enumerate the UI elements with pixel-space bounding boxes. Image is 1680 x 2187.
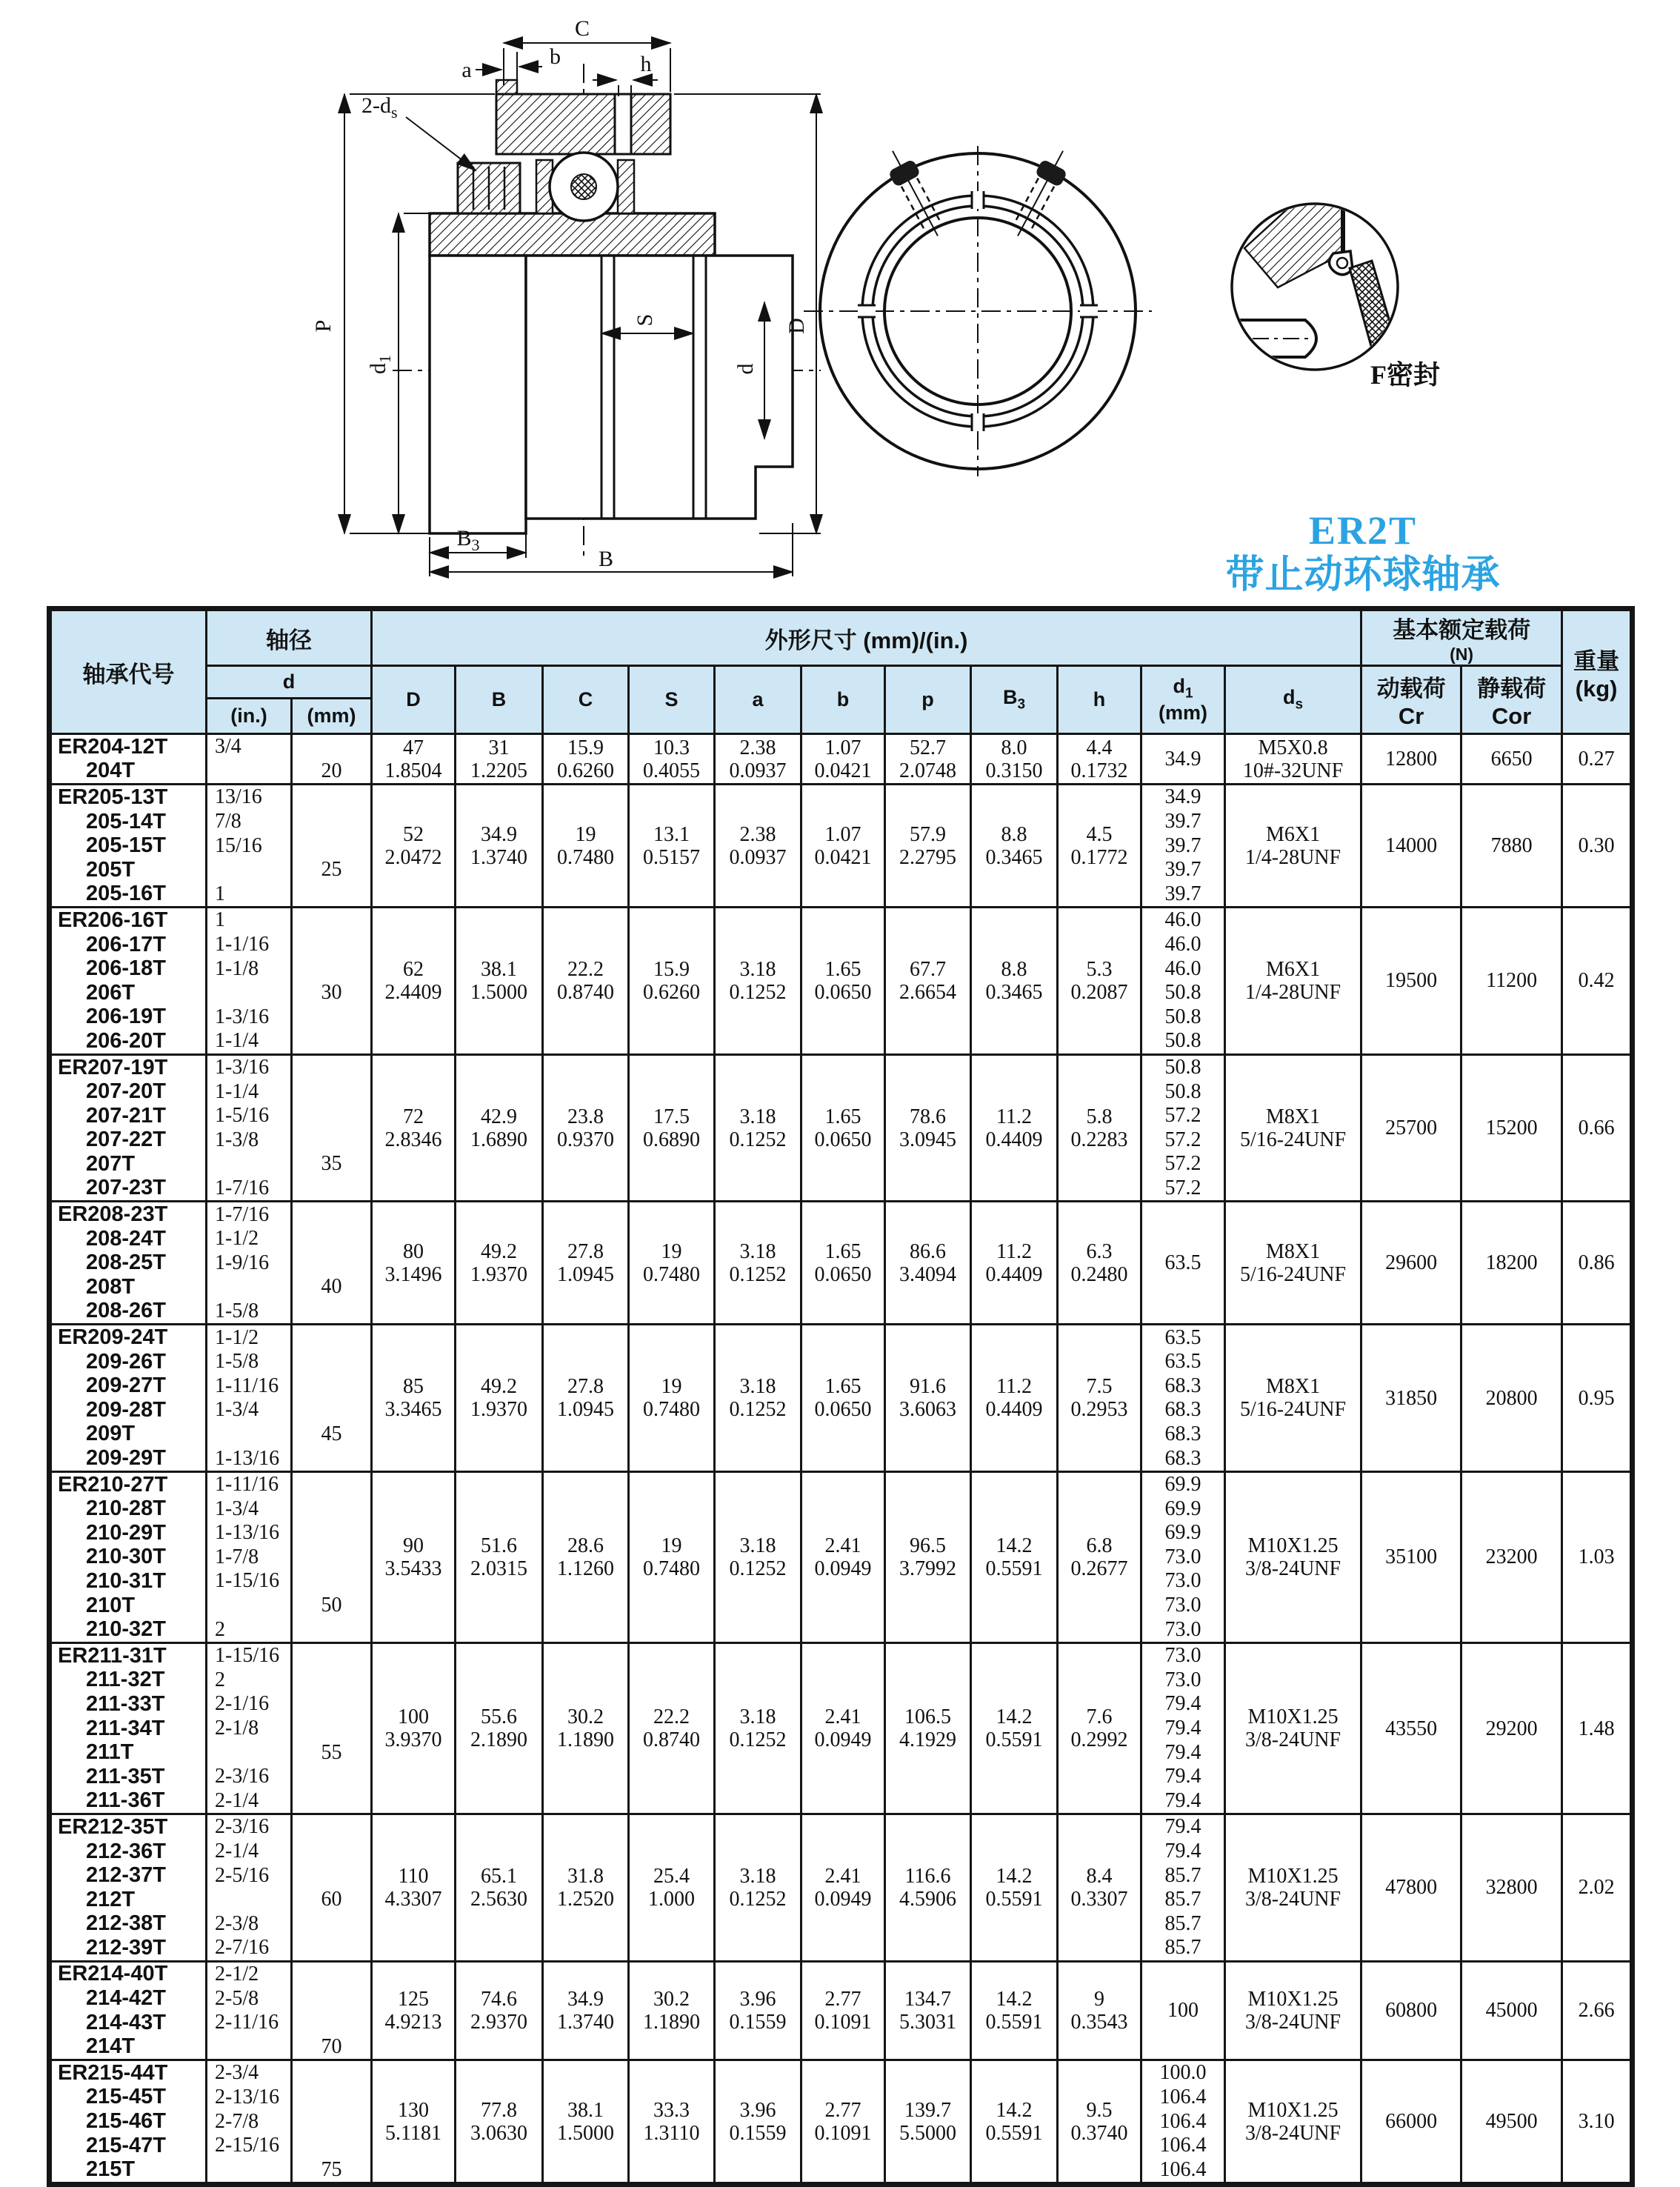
cell-dim-p: 52.7 2.0748	[885, 734, 971, 785]
cell-dim-a: 3.18 0.1252	[715, 1325, 801, 1472]
cell-dim-b: 2.77 0.1091	[801, 2060, 885, 2185]
table-row	[50, 1642, 1633, 1814]
col-header-weight: 重量 (kg)	[1562, 609, 1633, 734]
cell-shaft-in: 1 1-1/16 1-1/8 1-3/16 1-1/4	[207, 908, 292, 1055]
cell-dim-C: 38.1 1.5000	[543, 2060, 629, 2185]
series-code: ER2T	[1308, 508, 1418, 553]
cell-dim-S: 19 0.7480	[629, 1202, 715, 1325]
cell-dim-C: 23.8 0.9370	[543, 1054, 629, 1202]
cell-weight: 0.27	[1562, 734, 1633, 785]
cell-d1: 34.9	[1141, 734, 1225, 785]
cell-bearing-codes: ER210-27T 210-28T 210-29T 210-30T 210-31T 210T 210-32T	[50, 1471, 207, 1642]
cell-dim-a: 3.18 0.1252	[715, 908, 801, 1055]
cell-cr: 43550	[1361, 1642, 1461, 1814]
table-row	[50, 908, 1633, 1055]
cell-weight: 0.95	[1562, 1325, 1633, 1472]
cell-cor: 11200	[1461, 908, 1562, 1055]
cell-d1: 63.5 63.5 68.3 68.3 68.3 68.3	[1141, 1325, 1225, 1472]
cell-dim-D: 85 3.3465	[372, 1325, 456, 1472]
cell-weight: 0.66	[1562, 1054, 1633, 1202]
cell-ds: M10X1.25 3/8-24UNF	[1225, 1471, 1361, 1642]
cell-dim-b: 1.65 0.0650	[801, 1325, 885, 1472]
col-header-C: C	[543, 666, 629, 734]
cell-dim-S: 33.3 1.3110	[629, 2060, 715, 2185]
cell-dim-B3: 8.0 0.3150	[971, 734, 1058, 785]
inner-ring-body	[526, 256, 793, 519]
series-name: 带止动环球轴承	[1225, 553, 1501, 596]
cell-dim-B3: 14.2 0.5591	[971, 1642, 1058, 1814]
table-row	[50, 2060, 1633, 2185]
cell-shaft-mm: 50	[292, 1471, 372, 1642]
cell-cr: 12800	[1361, 734, 1461, 785]
cell-shaft-mm: 20	[292, 734, 372, 785]
cell-dim-h: 9.5 0.3740	[1058, 2060, 1141, 2185]
cell-dim-a: 3.96 0.1559	[715, 2060, 801, 2185]
series-title-block	[1207, 508, 1519, 597]
dim-label-d: d	[733, 363, 758, 375]
seal-detail-view	[1222, 185, 1593, 430]
cell-cor: 20800	[1461, 1325, 1562, 1472]
cell-dim-B: 42.9 1.6890	[456, 1054, 543, 1202]
cell-dim-D: 52 2.0472	[372, 785, 456, 908]
cell-dim-B3: 8.8 0.3465	[971, 785, 1058, 908]
table-row	[50, 1471, 1633, 1642]
cell-dim-S: 19 0.7480	[629, 1471, 715, 1642]
table-row	[50, 785, 1633, 908]
cell-dim-p: 57.9 2.2795	[885, 785, 971, 908]
cell-dim-D: 110 4.3307	[372, 1814, 456, 1962]
cell-shaft-in: 13/16 7/8 15/16 1	[207, 785, 292, 908]
cell-dim-S: 13.1 0.5157	[629, 785, 715, 908]
cell-dim-C: 27.8 1.0945	[543, 1325, 629, 1472]
cell-cr: 29600	[1361, 1202, 1461, 1325]
cell-dim-B3: 14.2 0.5591	[971, 2060, 1058, 2185]
cell-shaft-mm: 75	[292, 2060, 372, 2185]
cell-dim-p: 106.5 4.1929	[885, 1642, 971, 1814]
cell-dim-C: 34.9 1.3740	[543, 1961, 629, 2060]
cell-shaft-mm: 35	[292, 1054, 372, 1202]
cell-cor: 45000	[1461, 1961, 1562, 2060]
cell-dim-D: 90 3.5433	[372, 1471, 456, 1642]
cell-dim-D: 100 3.9370	[372, 1642, 456, 1814]
spec-table	[47, 606, 1635, 2187]
cell-dim-b: 1.07 0.0421	[801, 785, 885, 908]
col-header-S: S	[629, 666, 715, 734]
cell-dim-p: 91.6 3.6063	[885, 1325, 971, 1472]
col-header-a: a	[715, 666, 801, 734]
cell-dim-B: 38.1 1.5000	[456, 908, 543, 1055]
dim-label-2ds: $2-d_s$	[361, 93, 398, 122]
cell-shaft-in: 2-3/4 2-13/16 2-7/8 2-15/16	[207, 2060, 292, 2185]
snap-ring-slot	[615, 94, 631, 154]
cell-dim-S: 30.2 1.1890	[629, 1961, 715, 2060]
col-header-D: D	[372, 666, 456, 734]
cell-ds: M8X1 5/16-24UNF	[1225, 1054, 1361, 1202]
cell-dim-C: 27.8 1.0945	[543, 1202, 629, 1325]
table-row	[50, 1054, 1633, 1202]
cell-d1: 79.4 79.4 85.7 85.7 85.7 85.7	[1141, 1814, 1225, 1962]
cell-weight: 0.30	[1562, 785, 1633, 908]
cell-dim-h: 7.6 0.2992	[1058, 1642, 1141, 1814]
cell-dim-b: 1.65 0.0650	[801, 1202, 885, 1325]
bearing-section-drawing	[281, 15, 830, 578]
dim-label-b: b	[550, 44, 561, 69]
cell-dim-p: 134.7 5.3031	[885, 1961, 971, 2060]
col-header-d: d	[207, 666, 372, 699]
cell-dim-S: 19 0.7480	[629, 1325, 715, 1472]
cell-dim-S: 22.2 0.8740	[629, 1642, 715, 1814]
cell-cr: 31850	[1361, 1325, 1461, 1472]
table-row	[50, 1202, 1633, 1325]
cell-dim-B: 31 1.2205	[456, 734, 543, 785]
cell-ds: M8X1 5/16-24UNF	[1225, 1325, 1361, 1472]
cell-ds: M10X1.25 3/8-24UNF	[1225, 1814, 1361, 1962]
cell-ds: M6X1 1/4-28UNF	[1225, 908, 1361, 1055]
cell-dim-S: 25.4 1.000	[629, 1814, 715, 1962]
cell-weight: 2.66	[1562, 1961, 1633, 2060]
cell-dim-b: 1.65 0.0650	[801, 908, 885, 1055]
cell-ds: M6X1 1/4-28UNF	[1225, 785, 1361, 908]
col-header-b: b	[801, 666, 885, 734]
col-header-ds: $d_s$	[1225, 666, 1361, 734]
cell-weight: 3.10	[1562, 2060, 1633, 2185]
col-header-B3: $B_3$	[971, 666, 1058, 734]
dim-label-P: P	[311, 319, 336, 333]
col-header-unit-mm: (mm)	[292, 699, 372, 734]
dim-label-a: a	[461, 58, 472, 82]
cell-bearing-codes: ER207-19T 207-20T 207-21T 207-22T 207T 207-23T	[50, 1054, 207, 1202]
cell-dim-D: 125 4.9213	[372, 1961, 456, 2060]
cell-cor: 6650	[1461, 734, 1562, 785]
col-header-p: p	[885, 666, 971, 734]
cell-d1: 63.5	[1141, 1202, 1225, 1325]
cell-dim-C: 28.6 1.1260	[543, 1471, 629, 1642]
cell-bearing-codes: ER214-40T 214-42T 214-43T 214T	[50, 1961, 207, 2060]
cell-cr: 47800	[1361, 1814, 1461, 1962]
col-header-d1: $d_1$ (mm)	[1141, 666, 1225, 734]
cell-dim-a: 3.18 0.1252	[715, 1814, 801, 1962]
table-row	[50, 1325, 1633, 1472]
outer-ring-left	[496, 94, 615, 154]
cell-dim-h: 5.8 0.2283	[1058, 1054, 1141, 1202]
cell-bearing-codes: ER212-35T 212-36T 212-37T 212T 212-38T 212-39T	[50, 1814, 207, 1962]
cell-dim-C: 15.9 0.6260	[543, 734, 629, 785]
cell-shaft-mm: 30	[292, 908, 372, 1055]
cell-shaft-in: 2-3/16 2-1/4 2-5/16 2-3/8 2-7/16	[207, 1814, 292, 1962]
cell-dim-D: 80 3.1496	[372, 1202, 456, 1325]
dim-label-S: S	[633, 313, 657, 327]
cell-ds: M10X1.25 3/8-24UNF	[1225, 1961, 1361, 2060]
cell-dim-B: 77.8 3.0630	[456, 2060, 543, 2185]
cell-dim-C: 19 0.7480	[543, 785, 629, 908]
cell-dim-p: 139.7 5.5000	[885, 2060, 971, 2185]
cell-dim-a: 3.18 0.1252	[715, 1642, 801, 1814]
cell-dim-B3: 11.2 0.4409	[971, 1054, 1058, 1202]
cell-cr: 35100	[1361, 1471, 1461, 1642]
table-row	[50, 1961, 1633, 2060]
cell-dim-h: 4.5 0.1772	[1058, 785, 1141, 908]
cell-ds: M10X1.25 3/8-24UNF	[1225, 1642, 1361, 1814]
cell-cr: 19500	[1361, 908, 1461, 1055]
col-header-load-rating: 基本额定载荷 (N)	[1361, 609, 1562, 666]
cell-shaft-mm: 70	[292, 1961, 372, 2060]
cell-weight: 1.48	[1562, 1642, 1633, 1814]
cell-dim-C: 22.2 0.8740	[543, 908, 629, 1055]
cell-dim-p: 86.6 3.4094	[885, 1202, 971, 1325]
cell-bearing-codes: ER208-23T 208-24T 208-25T 208T 208-26T	[50, 1202, 207, 1325]
cell-dim-b: 1.07 0.0421	[801, 734, 885, 785]
cell-dim-b: 2.41 0.0949	[801, 1642, 885, 1814]
cell-weight: 0.42	[1562, 908, 1633, 1055]
outer-ring-right	[631, 94, 670, 154]
cell-dim-a: 2.38 0.0937	[715, 785, 801, 908]
dim-label-d1: $d_1$	[366, 355, 394, 374]
cell-bearing-codes: ER215-44T 215-45T 215-46T 215-47T 215T	[50, 2060, 207, 2185]
cell-dim-D: 72 2.8346	[372, 1054, 456, 1202]
cell-dim-C: 30.2 1.1890	[543, 1642, 629, 1814]
cell-ds: M5X0.8 10#-32UNF	[1225, 734, 1361, 785]
cell-dim-b: 2.41 0.0949	[801, 1814, 885, 1962]
cell-d1: 100	[1141, 1961, 1225, 2060]
cell-shaft-in: 2-1/2 2-5/8 2-11/16	[207, 1961, 292, 2060]
cell-weight: 1.03	[1562, 1471, 1633, 1642]
cell-shaft-in: 1-7/16 1-1/2 1-9/16 1-5/8	[207, 1202, 292, 1325]
cell-dim-D: 62 2.4409	[372, 908, 456, 1055]
col-header-cr: 动载荷 Cr	[1361, 666, 1461, 734]
dim-label-C: C	[574, 16, 590, 41]
cell-weight: 2.02	[1562, 1814, 1633, 1962]
cell-shaft-in: 1-11/16 1-3/4 1-13/16 1-7/8 1-15/16 2	[207, 1471, 292, 1642]
cell-dim-h: 6.3 0.2480	[1058, 1202, 1141, 1325]
col-header-B: B	[456, 666, 543, 734]
cell-dim-S: 17.5 0.6890	[629, 1054, 715, 1202]
cell-d1: 100.0 106.4 106.4 106.4 106.4	[1141, 2060, 1225, 2185]
cell-bearing-codes: ER211-31T 211-32T 211-33T 211-34T 211T 211-35T 211-36T	[50, 1642, 207, 1814]
cell-bearing-codes: ER205-13T 205-14T 205-15T 205T 205-16T	[50, 785, 207, 908]
cell-shaft-in: 1-3/16 1-1/4 1-5/16 1-3/8 1-7/16	[207, 1054, 292, 1202]
col-header-h: h	[1058, 666, 1141, 734]
ball-center-detail	[571, 174, 596, 199]
inner-ring-shoulder-right	[618, 160, 634, 213]
cell-shaft-in: 1-1/2 1-5/8 1-11/16 1-3/4 1-13/16	[207, 1325, 292, 1472]
cell-dim-S: 15.9 0.6260	[629, 908, 715, 1055]
col-header-unit-in: (in.)	[207, 699, 292, 734]
dim-label-h: h	[640, 52, 652, 76]
cell-cor: 23200	[1461, 1471, 1562, 1642]
cell-dim-B3: 14.2 0.5591	[971, 1471, 1058, 1642]
cell-cor: 29200	[1461, 1642, 1562, 1814]
cell-cr: 66000	[1361, 2060, 1461, 2185]
cell-dim-a: 3.18 0.1252	[715, 1054, 801, 1202]
cell-dim-B: 34.9 1.3740	[456, 785, 543, 908]
cell-dim-p: 78.6 3.0945	[885, 1054, 971, 1202]
cell-cor: 18200	[1461, 1202, 1562, 1325]
table-row	[50, 734, 1633, 785]
col-header-cor: 静载荷 Cor	[1461, 666, 1562, 734]
cell-dim-a: 3.96 0.1559	[715, 1961, 801, 2060]
cell-shaft-mm: 60	[292, 1814, 372, 1962]
cell-dim-b: 2.77 0.1091	[801, 1961, 885, 2060]
cell-dim-B: 51.6 2.0315	[456, 1471, 543, 1642]
cell-shaft-mm: 55	[292, 1642, 372, 1814]
cell-dim-D: 130 5.1181	[372, 2060, 456, 2185]
cell-shaft-mm: 45	[292, 1325, 372, 1472]
cell-dim-B: 55.6 2.1890	[456, 1642, 543, 1814]
cell-d1: 46.0 46.0 46.0 50.8 50.8 50.8	[1141, 908, 1225, 1055]
cell-ds: M10X1.25 3/8-24UNF	[1225, 2060, 1361, 2185]
cell-dim-C: 31.8 1.2520	[543, 1814, 629, 1962]
seal-type-label: F密封	[1370, 360, 1440, 390]
cell-d1: 34.9 39.7 39.7 39.7 39.7	[1141, 785, 1225, 908]
cell-ds: M8X1 5/16-24UNF	[1225, 1202, 1361, 1325]
cell-dim-B3: 14.2 0.5591	[971, 1814, 1058, 1962]
cell-dim-B: 49.2 1.9370	[456, 1325, 543, 1472]
cell-dim-p: 96.5 3.7992	[885, 1471, 971, 1642]
cell-dim-h: 7.5 0.2953	[1058, 1325, 1141, 1472]
cell-dim-B: 74.6 2.9370	[456, 1961, 543, 2060]
seal-retainer	[1329, 251, 1353, 275]
table-row	[50, 1814, 1633, 1962]
cell-dim-h: 5.3 0.2087	[1058, 908, 1141, 1055]
cell-dim-D: 47 1.8504	[372, 734, 456, 785]
cell-cor: 32800	[1461, 1814, 1562, 1962]
cell-dim-B: 49.2 1.9370	[456, 1202, 543, 1325]
cell-cr: 14000	[1361, 785, 1461, 908]
cell-shaft-mm: 40	[292, 1202, 372, 1325]
cell-shaft-in: 1-15/16 2 2-1/16 2-1/8 2-3/16 2-1/4	[207, 1642, 292, 1814]
cell-dim-h: 8.4 0.3307	[1058, 1814, 1141, 1962]
cell-weight: 0.86	[1562, 1202, 1633, 1325]
cell-dim-S: 10.3 0.4055	[629, 734, 715, 785]
col-header-shaft-dia: 轴径	[207, 609, 372, 666]
cell-bearing-codes: ER209-24T 209-26T 209-27T 209-28T 209T 209-29T	[50, 1325, 207, 1472]
cell-cor: 49500	[1461, 2060, 1562, 2185]
cell-shaft-in: 3/4	[207, 734, 292, 785]
cell-dim-B3: 11.2 0.4409	[971, 1202, 1058, 1325]
cell-shaft-mm: 25	[292, 785, 372, 908]
cell-dim-h: 4.4 0.1732	[1058, 734, 1141, 785]
cell-dim-p: 67.7 2.6654	[885, 908, 971, 1055]
cell-bearing-codes: ER204-12T 204T	[50, 734, 207, 785]
cell-d1: 73.0 73.0 79.4 79.4 79.4 79.4 79.4	[1141, 1642, 1225, 1814]
cell-dim-h: 6.8 0.2677	[1058, 1471, 1141, 1642]
col-header-bearing-code: 轴承代号	[50, 609, 207, 734]
cell-dim-a: 2.38 0.0937	[715, 734, 801, 785]
dim-label-B3: $B_3$	[456, 526, 480, 554]
cell-dim-p: 116.6 4.5906	[885, 1814, 971, 1962]
cell-dim-B3: 14.2 0.5591	[971, 1961, 1058, 2060]
outer-ring-lip	[496, 80, 517, 94]
cell-dim-B3: 8.8 0.3465	[971, 908, 1058, 1055]
cell-dim-a: 3.18 0.1252	[715, 1202, 801, 1325]
cell-cor: 15200	[1461, 1054, 1562, 1202]
cell-dim-B: 65.1 2.5630	[456, 1814, 543, 1962]
collar-sleeve	[430, 256, 526, 533]
col-header-dimensions: 外形尺寸 (mm)/(in.)	[372, 609, 1361, 666]
dim-label-B: B	[598, 547, 614, 571]
cell-dim-b: 2.41 0.0949	[801, 1471, 885, 1642]
cell-cr: 60800	[1361, 1961, 1461, 2060]
cell-cr: 25700	[1361, 1054, 1461, 1202]
cell-dim-b: 1.65 0.0650	[801, 1054, 885, 1202]
cell-cor: 7880	[1461, 785, 1562, 908]
dim-label-D: D	[784, 318, 809, 334]
bearing-front-view	[811, 144, 1144, 478]
cell-dim-B3: 11.2 0.4409	[971, 1325, 1058, 1472]
cell-bearing-codes: ER206-16T 206-17T 206-18T 206T 206-19T 206-20T	[50, 908, 207, 1055]
cell-d1: 69.9 69.9 69.9 73.0 73.0 73.0 73.0	[1141, 1471, 1225, 1642]
cell-dim-a: 3.18 0.1252	[715, 1471, 801, 1642]
cell-d1: 50.8 50.8 57.2 57.2 57.2 57.2	[1141, 1054, 1225, 1202]
cell-dim-h: 9 0.3543	[1058, 1961, 1141, 2060]
